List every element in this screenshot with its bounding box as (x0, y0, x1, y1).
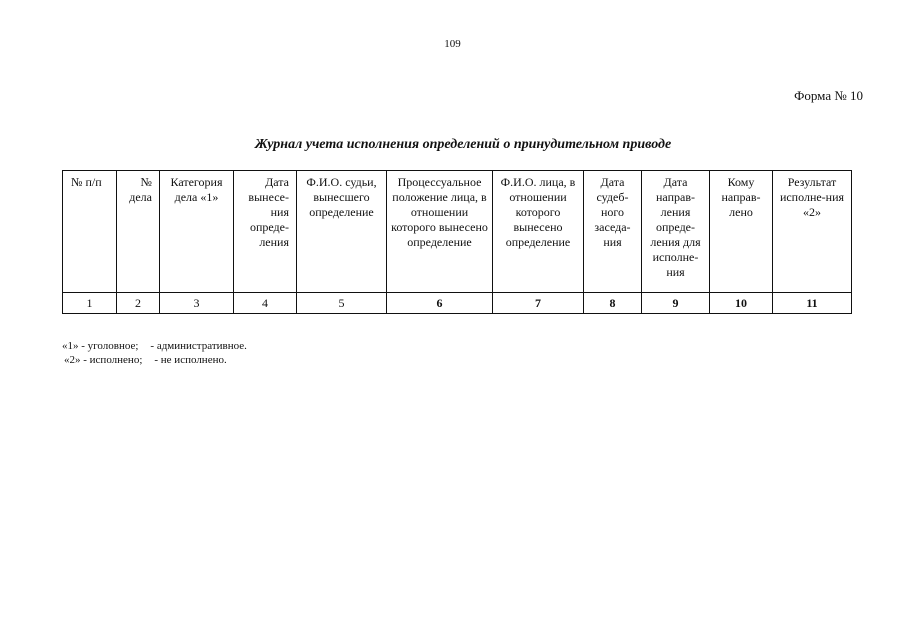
footnote-key: «2» - исполнено; (64, 354, 143, 366)
footnotes (62, 339, 247, 367)
header-cell-case-number: № дела (117, 171, 160, 293)
footnote-key: «1» - уголовное; (62, 340, 139, 352)
column-number-cell: 4 (234, 293, 297, 314)
header-cell-procedural-status: Процессуальное положение лица, в отношении которого вынесено определение (387, 171, 493, 293)
header-cell-result: Результат исполне-ния «2» (773, 171, 852, 293)
header-cell-case-category: Категория дела «1» (160, 171, 234, 293)
footnote-value: - административное. (150, 340, 247, 352)
footnote-value: - не исполнено. (154, 354, 227, 366)
header-cell-sent-date: Дата направ-ления опреде-ления для исполне-ния (642, 171, 710, 293)
column-number-cell: 8 (584, 293, 642, 314)
header-cell-judge-name: Ф.И.О. судьи, вынесшего определение (297, 171, 387, 293)
header-cell-hearing-date: Дата судеб-ного заседа-ния (584, 171, 642, 293)
column-number-cell: 6 (387, 293, 493, 314)
footnote-1 (62, 339, 247, 353)
column-number-cell: 7 (493, 293, 584, 314)
column-number-cell: 3 (160, 293, 234, 314)
header-cell-person-name: Ф.И.О. лица, в отношении которого вынесено определение (493, 171, 584, 293)
header-cell-row-number: № п/п (63, 171, 117, 293)
header-cell-recipient: Кому направ-лено (710, 171, 773, 293)
column-number-row (63, 293, 852, 314)
column-number-cell: 11 (773, 293, 852, 314)
footnote-2 (62, 353, 247, 367)
header-row (63, 171, 852, 293)
column-number-cell: 10 (710, 293, 773, 314)
column-number-cell: 2 (117, 293, 160, 314)
column-number-cell: 9 (642, 293, 710, 314)
column-number-cell: 5 (297, 293, 387, 314)
page-number: 109 (444, 38, 461, 50)
journal-table (62, 170, 852, 314)
form-label: Форма № 10 (794, 88, 863, 103)
column-number-cell: 1 (63, 293, 117, 314)
header-cell-ruling-date: Дата вынесе-ния опреде-ления (234, 171, 297, 293)
document-title: Журнал учета исполнения определений о принудительном приводе (254, 137, 672, 152)
